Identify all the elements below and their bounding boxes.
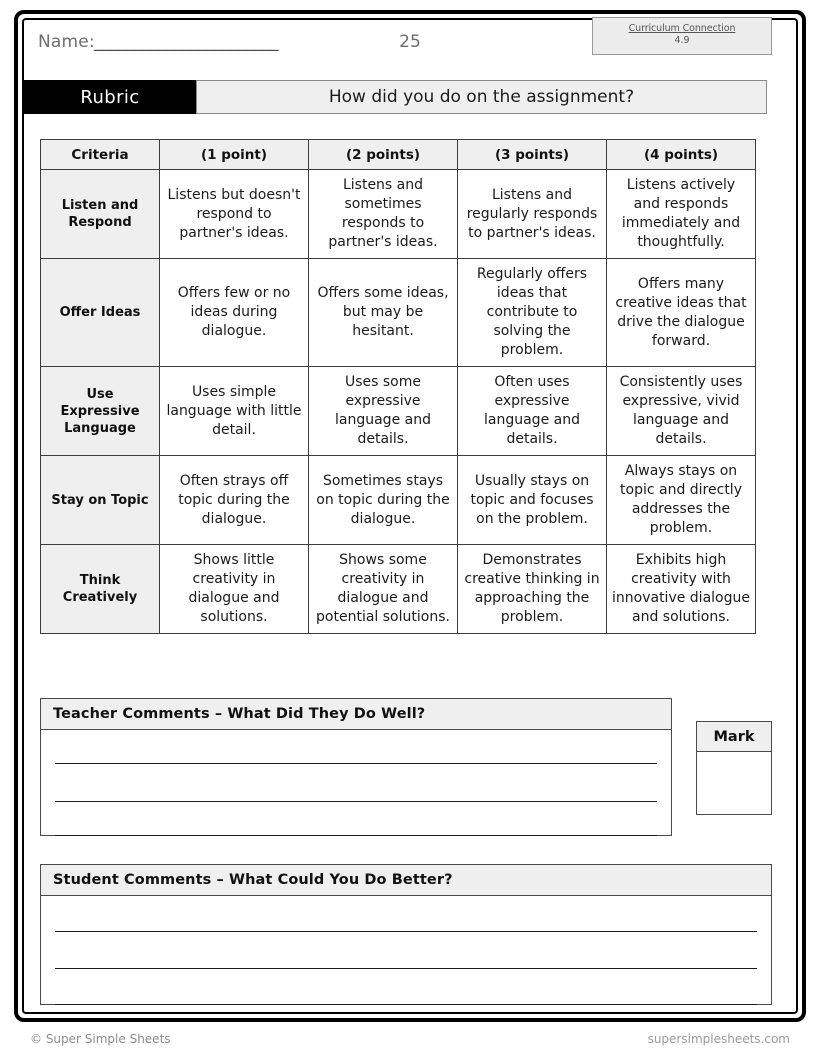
mark-box [696,721,772,815]
rubric-cell[interactable]: Listens actively and responds immediately and thoughtfully. [607,170,756,259]
writing-line [55,1004,757,1005]
writing-line [55,763,657,764]
page-footer [0,1032,820,1052]
curriculum-connection-badge [592,17,772,55]
rubric-cell[interactable]: Regularly offers ideas that contribute to solving the problem. [458,259,607,367]
rubric-cell[interactable]: Always stays on topic and directly addresses the problem. [607,456,756,545]
writing-line [55,931,757,932]
page-number: 25 [399,32,421,52]
rubric-cell[interactable]: Uses some expressive language and details. [309,367,458,456]
curriculum-connection-code: 4.9 [674,35,690,46]
writing-line [55,835,657,836]
writing-line [55,801,657,802]
student-comments-box [40,864,772,1005]
rubric-cell[interactable]: Offers few or no ideas during dialogue. [160,259,309,367]
rubric-criteria-label: Listen and Respond [41,170,160,259]
writing-line [55,968,757,969]
rubric-cell[interactable]: Exhibits high creativity with innovative dialogue and solutions. [607,545,756,634]
rubric-criteria-label: Stay on Topic [41,456,160,545]
rubric-tab-label: Rubric [24,80,196,114]
rubric-cell[interactable]: Shows some creativity in dialogue and potential solutions. [309,545,458,634]
rubric-row [41,545,756,634]
rubric-cell[interactable]: Listens and regularly responds to partner's ideas. [458,170,607,259]
name-input-line[interactable]: _______________________ [94,32,278,52]
rubric-cell[interactable]: Listens but doesn't respond to partner's ideas. [160,170,309,259]
title-bar [24,80,772,114]
rubric-cell[interactable]: Often uses expressive language and details. [458,367,607,456]
rubric-row [41,259,756,367]
mark-heading: Mark [697,722,771,752]
rubric-criteria-label: Use Expressive Language [41,367,160,456]
rubric-table [40,139,756,634]
rubric-cell[interactable]: Usually stays on topic and focuses on the problem. [458,456,607,545]
curriculum-connection-title: Curriculum Connection [628,23,736,34]
rubric-column-header: (1 point) [160,140,309,170]
rubric-cell[interactable]: Uses simple language with little detail. [160,367,309,456]
mark-input-field[interactable] [697,752,771,814]
name-label: Name: [38,32,95,52]
rubric-row [41,367,756,456]
student-comments-writing-area[interactable] [41,896,771,1004]
rubric-cell[interactable]: Shows little creativity in dialogue and solutions. [160,545,309,634]
teacher-comments-heading: Teacher Comments – What Did They Do Well? [41,699,671,730]
rubric-row [41,170,756,259]
teacher-comments-box [40,698,672,836]
rubric-cell[interactable]: Demonstrates creative thinking in approaching the problem. [458,545,607,634]
rubric-criteria-label: Think Creatively [41,545,160,634]
website-text: supersimplesheets.com [647,1032,790,1046]
rubric-row [41,456,756,545]
rubric-column-header: Criteria [41,140,160,170]
assignment-prompt: How did you do on the assignment? [196,80,767,114]
student-comments-heading: Student Comments – What Could You Do Better? [41,865,771,896]
rubric-cell[interactable]: Listens and sometimes responds to partner's ideas. [309,170,458,259]
rubric-column-header: (4 points) [607,140,756,170]
rubric-header-row [41,140,756,170]
rubric-column-header: (2 points) [309,140,458,170]
rubric-criteria-label: Offer Ideas [41,259,160,367]
rubric-column-header: (3 points) [458,140,607,170]
rubric-cell[interactable]: Often strays off topic during the dialogue. [160,456,309,545]
rubric-cell[interactable]: Consistently uses expressive, vivid language and details. [607,367,756,456]
rubric-cell[interactable]: Offers some ideas, but may be hesitant. [309,259,458,367]
rubric-cell[interactable]: Sometimes stays on topic during the dialogue. [309,456,458,545]
teacher-comments-writing-area[interactable] [41,730,671,835]
copyright-text: © Super Simple Sheets [30,1032,171,1046]
rubric-cell[interactable]: Offers many creative ideas that drive the dialogue forward. [607,259,756,367]
